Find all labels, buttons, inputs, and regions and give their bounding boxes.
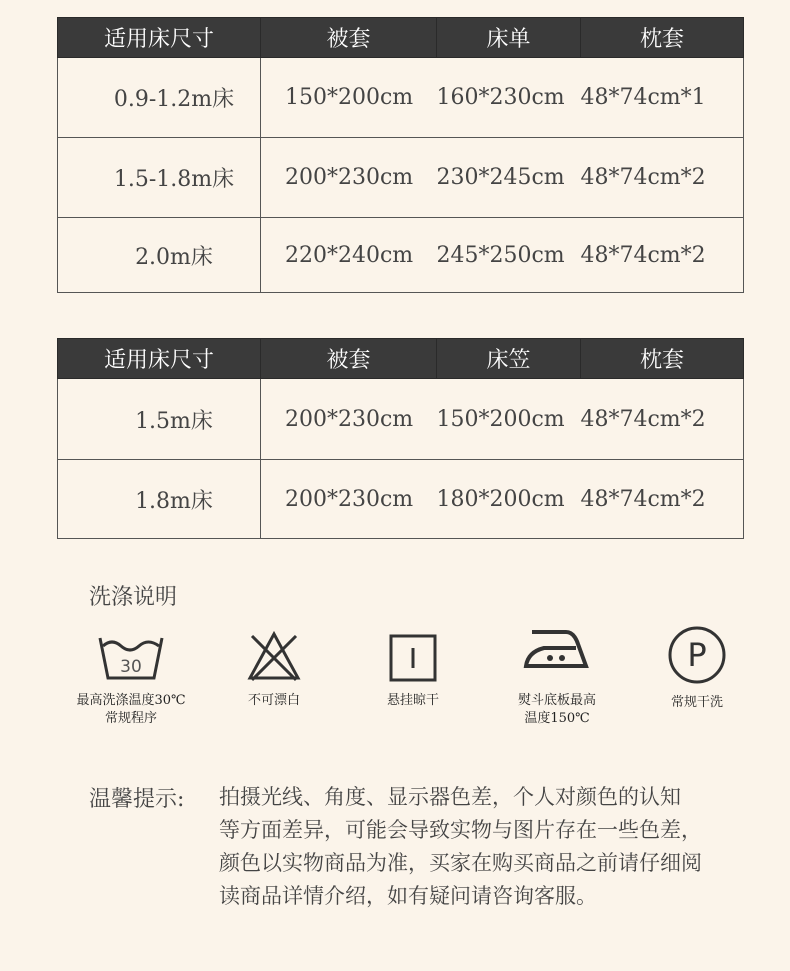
- header-duvet: 被套: [261, 18, 437, 58]
- cell-pillowcase: 48*74cm*2: [581, 460, 744, 539]
- cell-bed-size: 2.0m床: [58, 218, 261, 293]
- header-duvet: 被套: [261, 339, 437, 379]
- cell-duvet: 220*240cm: [261, 218, 437, 293]
- wash-label-line1: 熨斗底板最高: [517, 693, 596, 708]
- cell-bed-size: 1.5-1.8m床: [58, 138, 261, 218]
- cell-bed-size: 0.9-1.2m床: [58, 58, 261, 138]
- size-table-fitted: [57, 338, 744, 539]
- cell-fitted-sheet: 180*200cm: [437, 460, 581, 539]
- no-bleach-icon: [244, 622, 304, 682]
- cell-bed-size: 1.8m床: [58, 460, 261, 539]
- wash-label-line1: 不可漂白: [247, 693, 300, 708]
- wash-item: [51, 622, 211, 728]
- cell-duvet: 200*230cm: [261, 460, 437, 539]
- dry-clean-p-icon: [666, 622, 728, 684]
- cell-pillowcase: 48*74cm*1: [581, 58, 744, 138]
- wash-label-line1: 常规干洗: [670, 695, 723, 710]
- header-bed-size: 适用床尺寸: [58, 18, 261, 58]
- cell-bed-size: 1.5m床: [58, 379, 261, 460]
- table-header-row: [58, 339, 744, 379]
- wash-item: [477, 622, 637, 728]
- tip-line: 颜色以实物商品为准，买家在购买商品之前请仔细阅: [219, 851, 702, 875]
- cell-duvet: 150*200cm: [261, 58, 437, 138]
- cell-sheet: 230*245cm: [437, 138, 581, 218]
- cell-sheet: 160*230cm: [437, 58, 581, 138]
- wash-item: [617, 622, 777, 712]
- wash-label-line2: 温度150℃: [524, 711, 590, 726]
- table-row: [58, 379, 744, 460]
- wash-instructions-title: 洗涤说明: [89, 585, 178, 610]
- wash-item: [194, 622, 354, 710]
- dry-clean-letter: P: [687, 636, 707, 674]
- wash-temp-label: 30: [120, 657, 142, 677]
- table-row: [58, 460, 744, 539]
- cell-pillowcase: 48*74cm*2: [581, 379, 744, 460]
- tip-body: [219, 782, 709, 914]
- table-row: [58, 58, 744, 138]
- cell-duvet: 200*230cm: [261, 138, 437, 218]
- table-row: [58, 218, 744, 293]
- table-row: [58, 138, 744, 218]
- hang-dry-icon: [383, 622, 443, 682]
- cell-duvet: 200*230cm: [261, 379, 437, 460]
- wash-item: [333, 622, 493, 710]
- tip-line: 读商品详情介绍，如有疑问请咨询客服。: [219, 884, 597, 908]
- header-pillowcase: 枕套: [581, 339, 744, 379]
- size-table-sheet: [57, 17, 744, 293]
- tip-line: 拍摄光线、角度、显示器色差，个人对颜色的认知: [219, 785, 681, 809]
- table-header-row: [58, 18, 744, 58]
- tip-line: 等方面差异，可能会导致实物与图片存在一些色差，: [219, 818, 702, 842]
- wash-label-line1: 悬挂晾干: [386, 693, 439, 708]
- iron-icon: [522, 622, 592, 682]
- header-sheet: 床单: [437, 18, 581, 58]
- cell-fitted-sheet: 150*200cm: [437, 379, 581, 460]
- wash-basin-30-icon: [95, 622, 167, 682]
- header-fitted-sheet: 床笠: [437, 339, 581, 379]
- cell-pillowcase: 48*74cm*2: [581, 138, 744, 218]
- wash-label-line2: 常规程序: [104, 711, 157, 726]
- cell-sheet: 245*250cm: [437, 218, 581, 293]
- header-pillowcase: 枕套: [581, 18, 744, 58]
- cell-pillowcase: 48*74cm*2: [581, 218, 744, 293]
- tip-label: 温馨提示:: [89, 787, 185, 812]
- wash-label-line1: 最高洗涤温度30℃: [76, 693, 186, 708]
- header-bed-size: 适用床尺寸: [58, 339, 261, 379]
